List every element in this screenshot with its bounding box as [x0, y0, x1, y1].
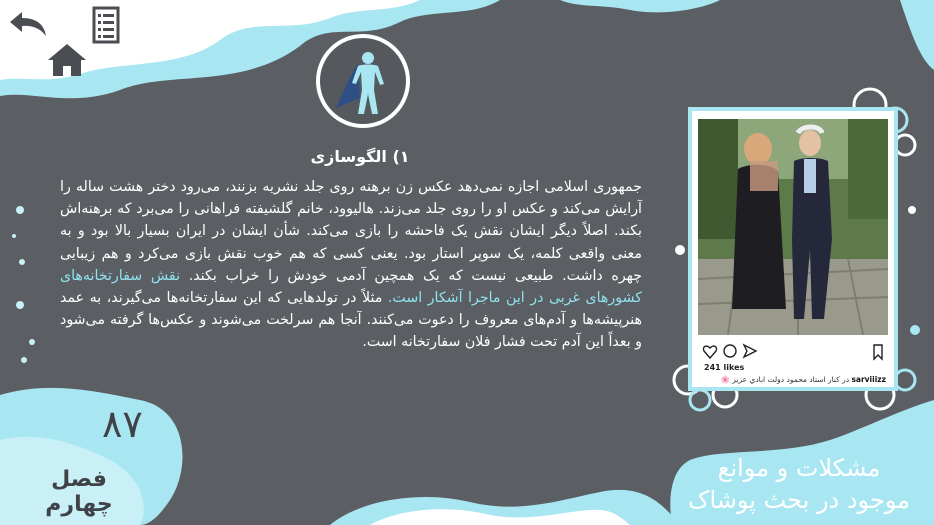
home-icon[interactable]	[46, 42, 88, 78]
subject-title	[668, 452, 930, 516]
post-username: sarviiizz	[851, 375, 886, 384]
post-photo	[698, 119, 888, 335]
back-arrow-icon[interactable]	[8, 10, 48, 40]
body-text-part2: مثلاً در تولدهایی که این سفارتخانه‌ها می‌گیرند، به عمد هنرپیشه‌ها و آدم‌های معروف را دعوت می‌کنند. آنجا هم سرلخت می‌شوند و عکس‌ها گرفته می‌شود و بعداً این آدم تحت فشار فلان سفارتخانه است.	[60, 290, 642, 351]
body-paragraph	[60, 176, 642, 354]
post-caption	[700, 375, 886, 384]
subject-line-2: موجود در بحث پوشاک	[687, 486, 911, 514]
post-action-row	[702, 343, 884, 361]
section-title: ۱) الگوسازی	[310, 147, 410, 166]
superhero-icon	[316, 34, 410, 128]
body-text-part1: جمهوری اسلامی اجازه نمی‌دهد عکس زن برهنه روی جلد نشریه بزنند، می‌رود دختر هشت ساله را آرایش می‌کند و عکس او را روی جلد می‌زند. هالیوود، خانم گلشیفته فراهانی را می‌برد که برهنه‌اش بکند. اصلاً دیگر ایشان نقش یک فاحشه را بازی می‌کند. شأن ایشان در ایران بسیار بالا بود و به معنی واقعی کلمه، یک سوپر استار بود. یعنی کسی که هم خوب نقش بازی می‌کرد و هم زیبایی چهره داشت. طبیعی نیست که یک همچین آدمی خودش را خراب بکند.	[60, 179, 642, 284]
post-likes: 241 likes	[704, 363, 745, 372]
body-highlight: نقش سفارتخانه‌های کشورهای غربی در این ماجرا آشکار است.	[60, 267, 642, 307]
document-list-icon[interactable]	[92, 6, 120, 44]
subject-line-1: مشکلات و موانع	[717, 454, 881, 482]
instagram-post-card	[688, 107, 898, 391]
chapter-label: فصل چهارم	[45, 467, 113, 517]
post-caption-text: در کنار استاد محمود دولت ابادي عزيز 🌸	[720, 375, 850, 384]
page-number: ۸۷	[102, 402, 143, 446]
